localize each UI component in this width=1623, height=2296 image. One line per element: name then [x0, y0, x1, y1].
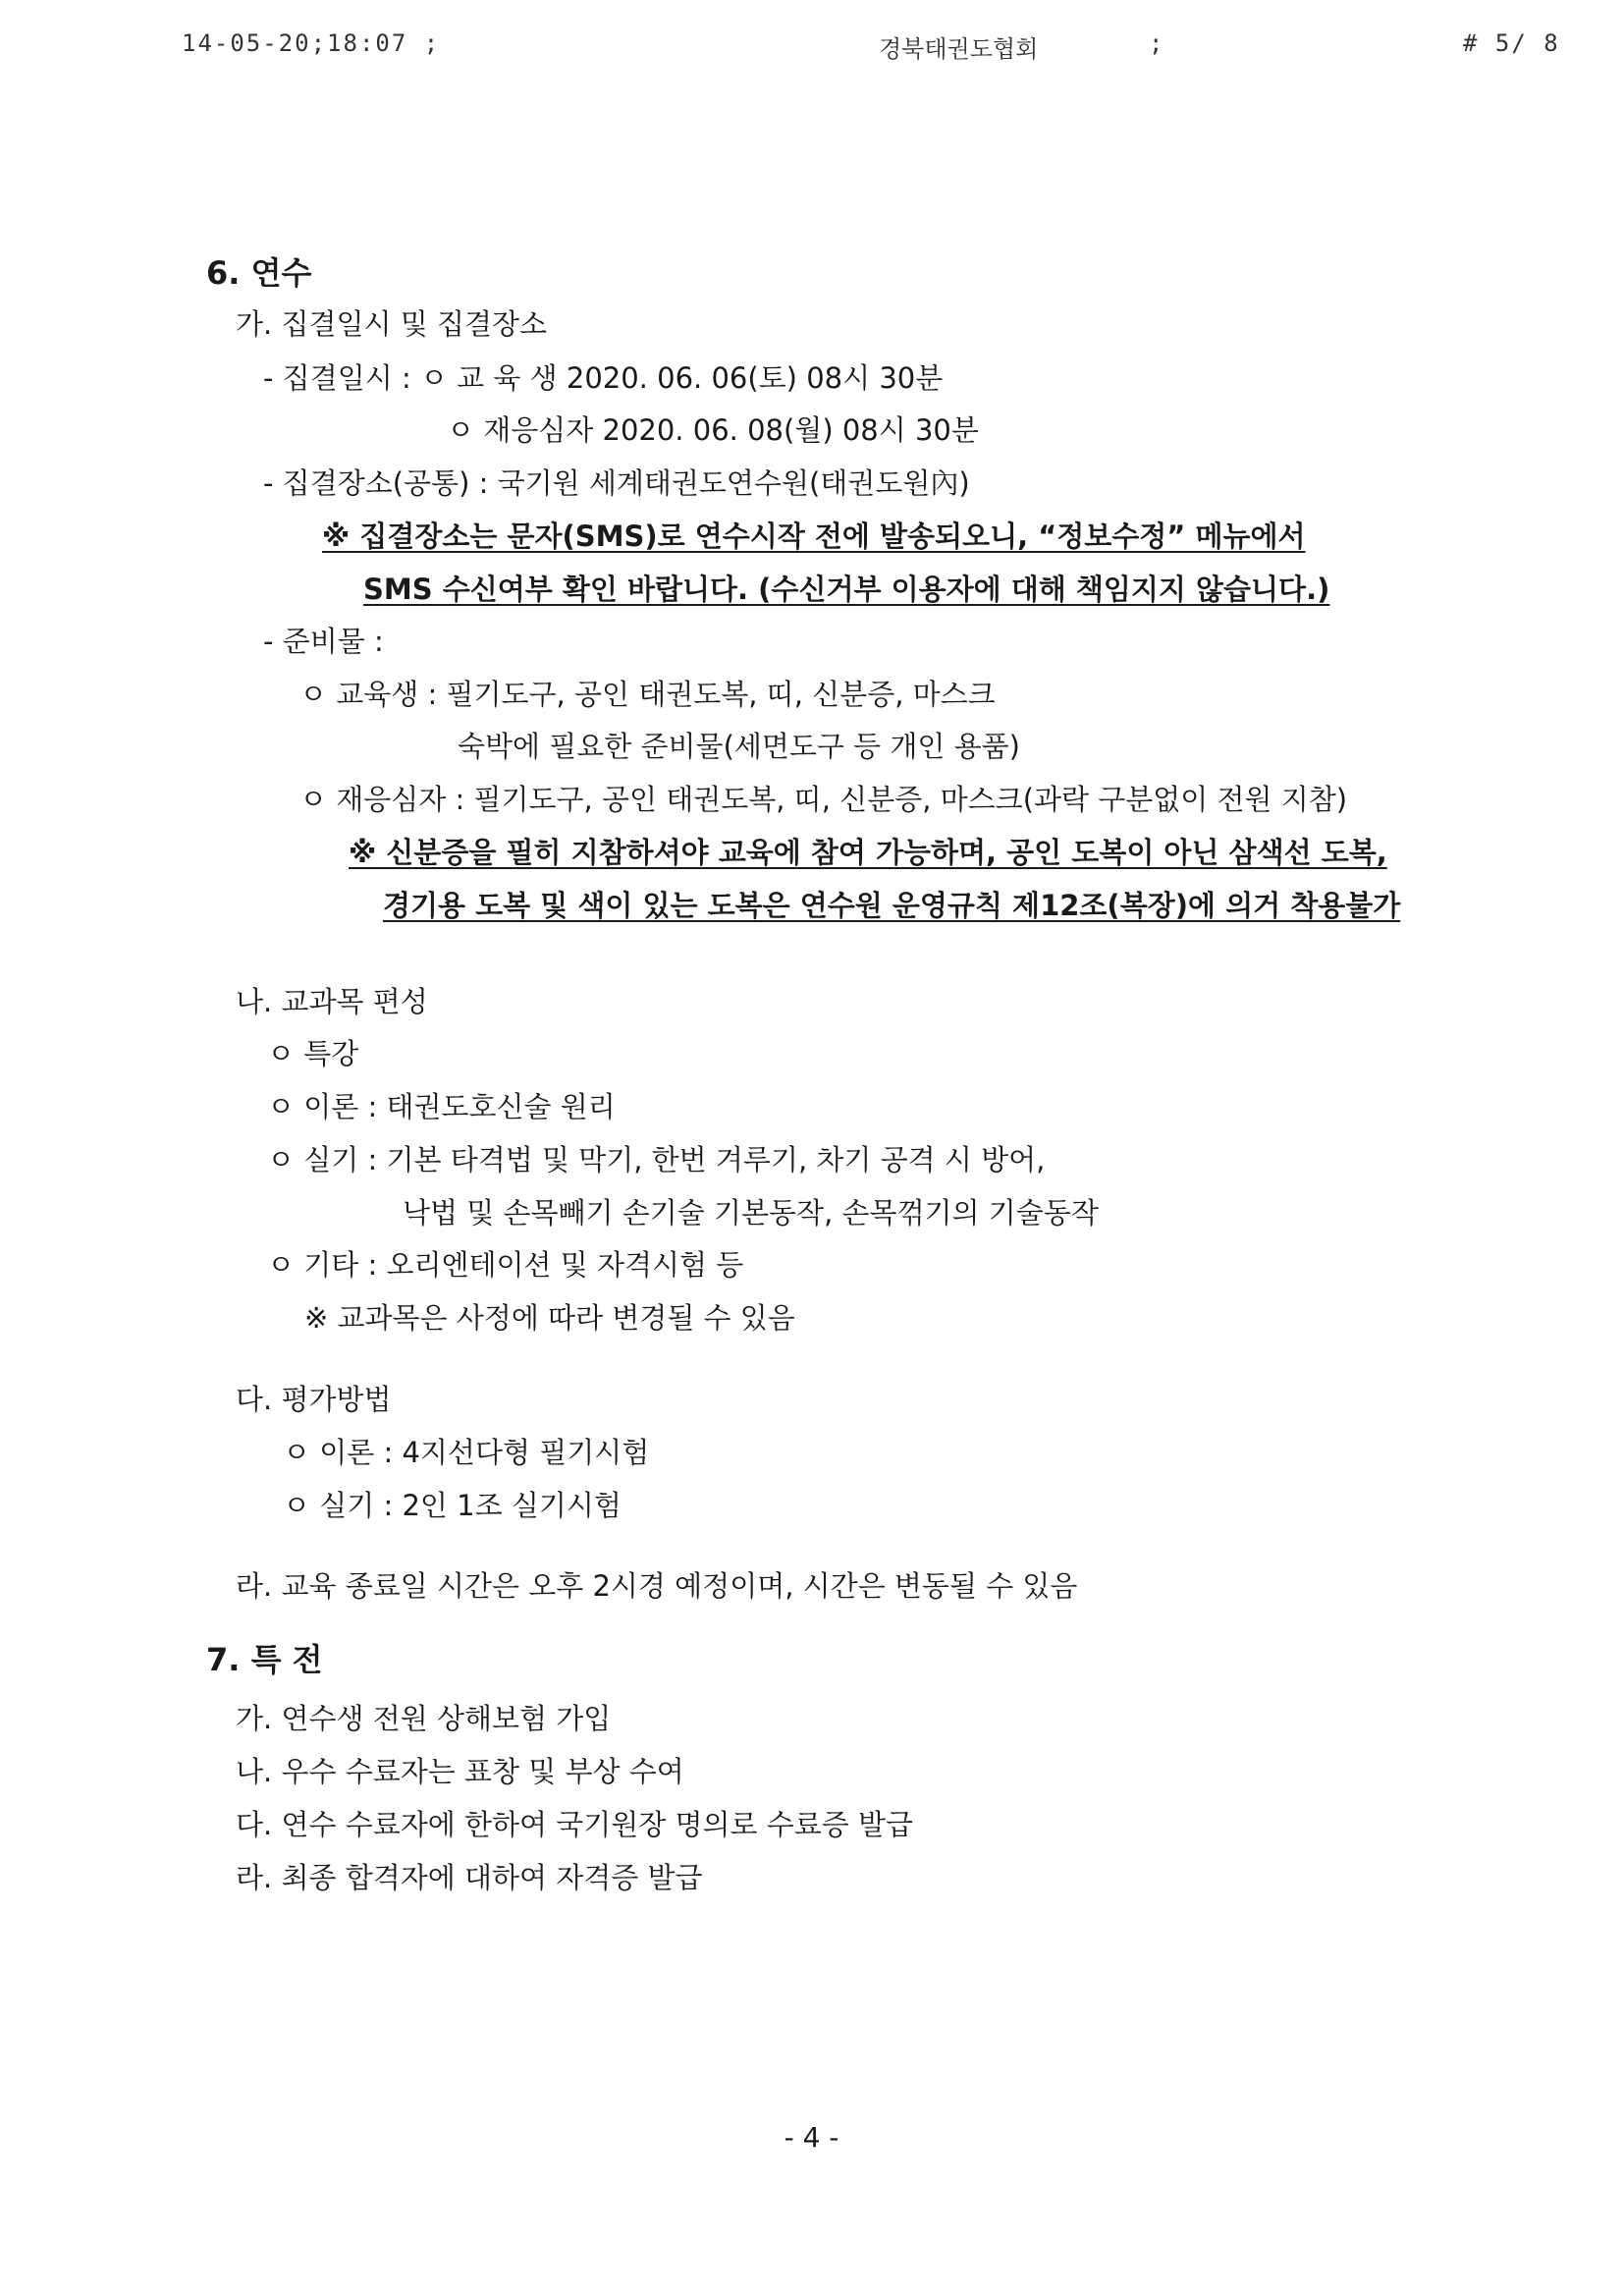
section-6-na-title: 나. 교과목 편성 — [236, 985, 428, 1018]
section-6-ga-title: 가. 집결일시 및 집결장소 — [236, 307, 548, 341]
prep-trainee-2: 숙박에 필요한 준비물(세면도구 등 개인 용품) — [458, 730, 1020, 763]
section-7-title: 7. 특 전 — [206, 1641, 323, 1678]
page-number: - 4 - — [784, 2121, 839, 2154]
prep-title: - 준비물 : — [263, 625, 384, 658]
curriculum-note: ※ 교과목은 사정에 따라 변경될 수 있음 — [304, 1301, 795, 1335]
curriculum-item-practice: ㅇ 실기 : 기본 타격법 및 막기, 한번 겨루기, 차기 공격 시 방어, — [267, 1143, 1046, 1176]
section-6-title: 6. 연수 — [206, 254, 312, 292]
prep-trainee: ㅇ 교육생 : 필기도구, 공인 태권도복, 띠, 신분증, 마스크 — [299, 678, 996, 711]
evaluation-practice: ㅇ 실기 : 2인 1조 실기시험 — [283, 1489, 622, 1522]
id-warning-2: 경기용 도복 및 색이 있는 도복은 연수원 운영규칙 제12조(복장)에 의거 착용불가 — [383, 889, 1401, 922]
fax-datetime: 14-05-20;18:07 ; — [182, 29, 441, 57]
curriculum-item-practice-2: 낙법 및 손목빼기 손기술 기본동작, 손목꺾기의 기술동작 — [403, 1196, 1099, 1230]
fax-page: # 5/ 8 — [1463, 29, 1560, 57]
place-note-1: ※ 집결장소는 문자(SMS)로 연수시작 전에 발송되오니, “정보수정” 메뉴에서 — [322, 519, 1306, 553]
place-note-2: SMS 수신여부 확인 바랍니다. (수신거부 이용자에 대해 책임지지 않습니다.) — [363, 573, 1330, 606]
evaluation-theory: ㅇ 이론 : 4지선다형 필기시험 — [283, 1436, 650, 1469]
prep-retest: ㅇ 재응심자 : 필기도구, 공인 태권도복, 띠, 신분증, 마스크(과락 구분없이 전원 지참) — [299, 783, 1348, 816]
fax-sender: 경북태권도협회 — [879, 35, 1039, 63]
fax-separator: ; — [1149, 29, 1165, 57]
section-6-ra: 라. 교육 종료일 시간은 오후 2시경 예정이며, 시간은 변동될 수 있음 — [236, 1569, 1078, 1603]
curriculum-item-other: ㅇ 기타 : 오리엔테이션 및 자격시험 등 — [267, 1248, 744, 1282]
curriculum-item-lecture: ㅇ 특강 — [267, 1037, 359, 1070]
benefit-2: 나. 우수 수료자는 표창 및 부상 수여 — [236, 1755, 684, 1788]
benefit-4: 라. 최종 합격자에 대하여 자격증 발급 — [236, 1861, 703, 1894]
assembly-place: - 집결장소(공통) : 국기원 세계태권도연수원(태권도원內) — [263, 466, 970, 500]
benefit-3: 다. 연수 수료자에 한하여 국기원장 명의로 수료증 발급 — [236, 1808, 914, 1841]
benefit-1: 가. 연수생 전원 상해보험 가입 — [236, 1702, 612, 1735]
curriculum-item-theory: ㅇ 이론 : 태권도호신술 원리 — [267, 1090, 616, 1123]
id-warning-1: ※ 신분증을 필히 지참하셔야 교육에 참여 가능하며, 공인 도복이 아닌 삼색선 도복, — [349, 836, 1387, 869]
section-6-da-title: 다. 평가방법 — [236, 1383, 392, 1416]
assembly-time-2: ㅇ 재응심자 2020. 06. 08(월) 08시 30분 — [447, 413, 979, 447]
assembly-time-1: - 집결일시 : ㅇ 교 육 생 2020. 06. 06(토) 08시 30분 — [263, 361, 944, 395]
